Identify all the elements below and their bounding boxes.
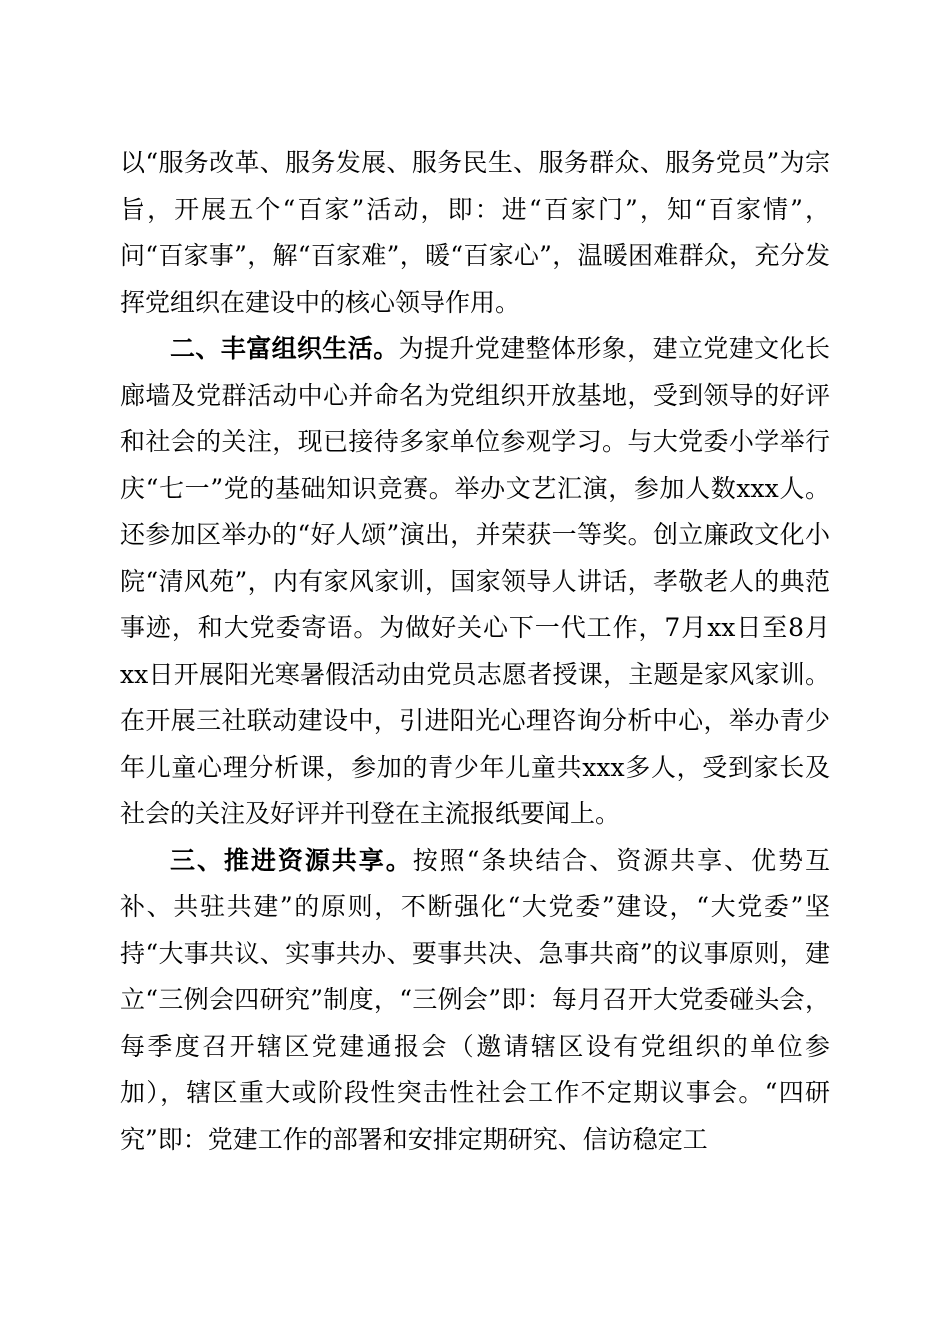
section-3-body: 按照“条块结合、资源共享、优势互补、共驻共建”的原则，不断强化“大党委”建设，“大党委”坚持“大事共议、实事共办、要事共决、急事共商”的议事原则，建立“三例会四研究”制度，“三例会”即：每月召开大党委碰头会，每季度召开辖区党建通报会（邀请辖区设有党组织的单位参加），辖区重大或阶段性突击性社会工作不定期议事会。“四研究”即：党建工作的部署和安排定期研究、信访稳定工 bbox=[120, 845, 830, 1154]
document-body bbox=[120, 140, 830, 1163]
paragraph-intro: 以“服务改革、服务发展、服务民生、服务群众、服务党员”为宗旨，开展五个“百家”活动，即：进“百家门”，知“百家情”，问“百家事”，解“百家难”，暖“百家心”，温暖困难群众，充分发挥党组织在建设中的核心领导作用。 bbox=[120, 148, 830, 317]
section-3-heading: 三、推进资源共享。 bbox=[170, 845, 413, 875]
paragraph-section-2 bbox=[120, 326, 830, 838]
section-2-heading: 二、丰富组织生活。 bbox=[170, 334, 399, 363]
paragraph-section-3 bbox=[120, 838, 830, 1164]
section-2-body: 为提升党建整体形象，建立党建文化长廊墙及党群活动中心并命名为党组织开放基地，受到领导的好评和社会的关注，现已接待多家单位参观学习。与大党委小学举行庆“七一”党的基础知识竞赛。举办文艺汇演，参加人数xxx人。还参加区举办的“好人颂”演出，并荣获一等奖。创立廉政文化小院“清风苑”，内有家风家训，国家领导人讲话，孝敬老人的典范事迹，和大党委寄语。为做好关心下一代工作，7月xx日至8月xx日开展阳光寒暑假活动由党员志愿者授课，主题是家风家训。在开展三社联动建设中，引进阳光心理咨询分析中心，举办青少年儿童心理分析课，参加的青少年儿童共xxx多人，受到家长及社会的关注及好评并刊登在主流报纸要闻上。 bbox=[120, 334, 830, 828]
